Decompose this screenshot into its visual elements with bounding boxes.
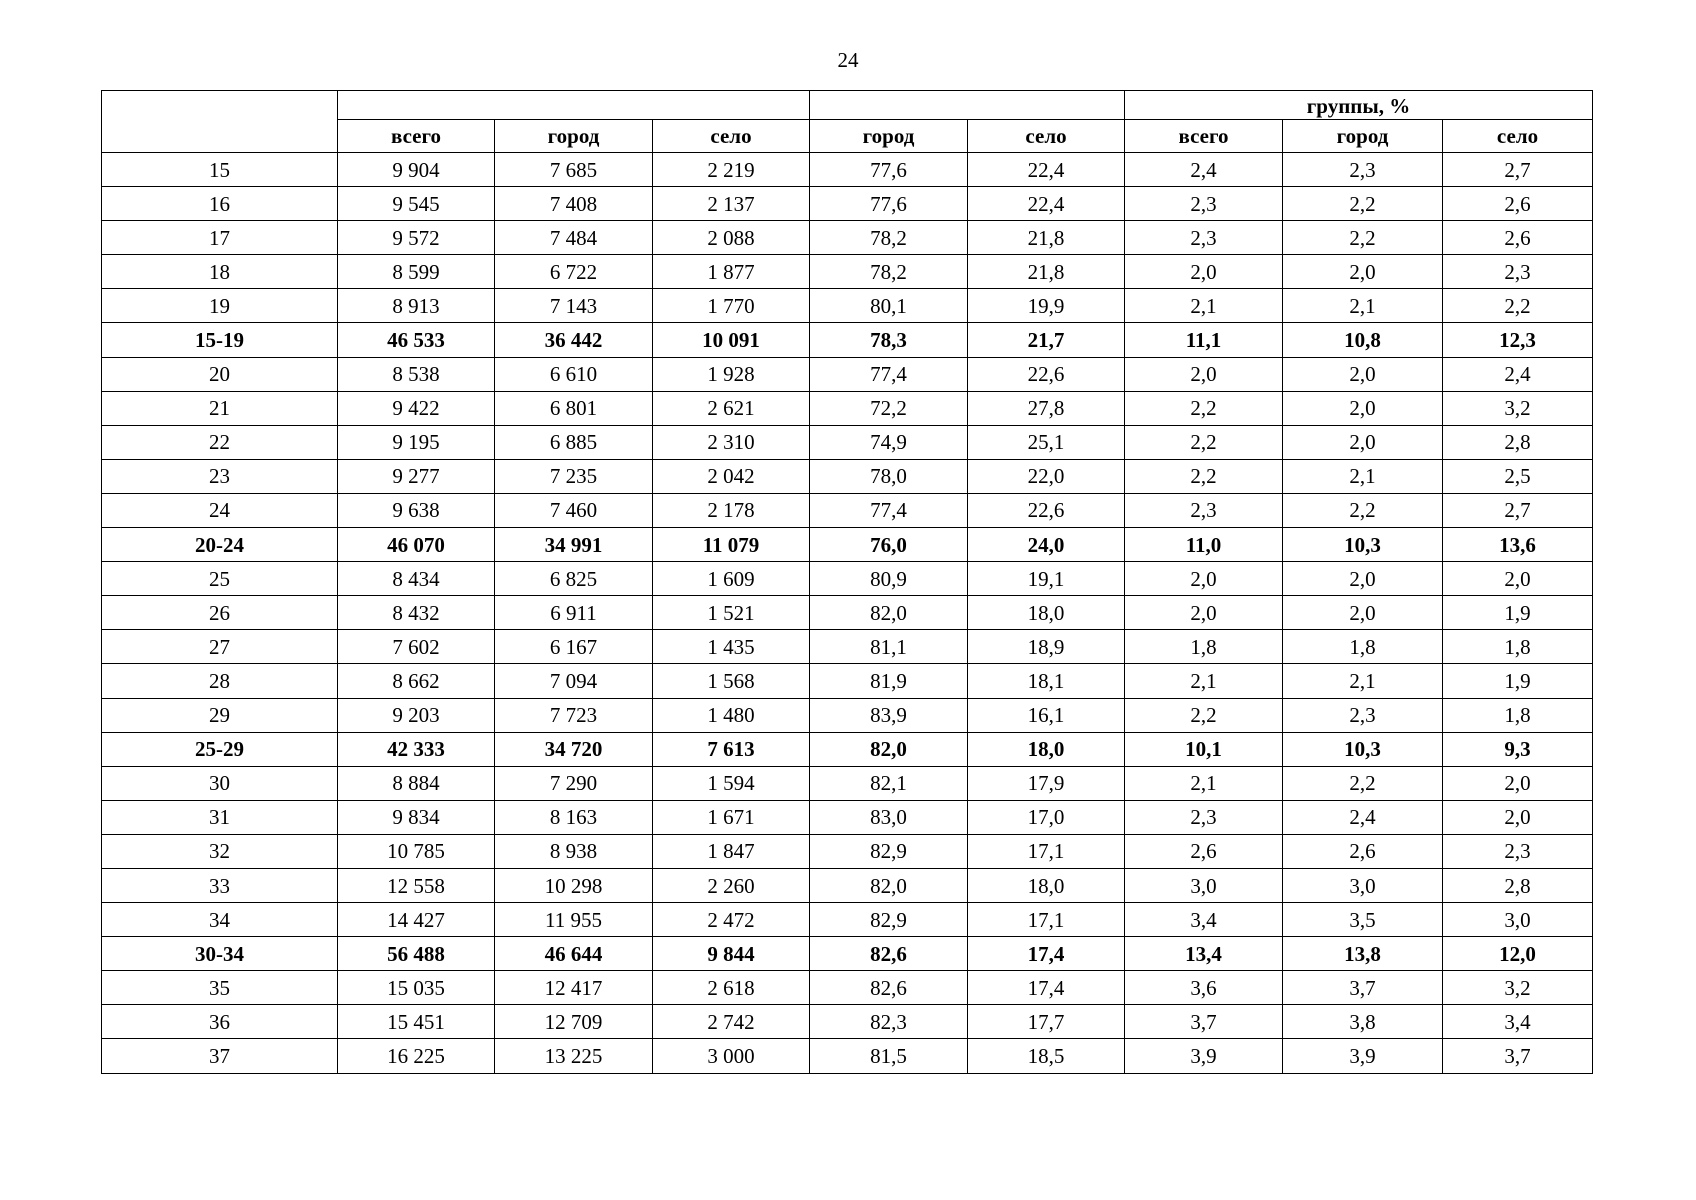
cell-village: 1 847 (653, 834, 810, 868)
cell-city-pct: 81,9 (810, 664, 968, 698)
cell-city: 12 709 (495, 1005, 653, 1039)
cell-grp-city: 2,6 (1283, 834, 1443, 868)
cell-grp-city: 2,2 (1283, 493, 1443, 527)
cell-grp-total: 2,3 (1125, 493, 1283, 527)
header-cell: всего (338, 120, 495, 153)
cell-grp-city: 2,0 (1283, 425, 1443, 459)
cell-city: 6 885 (495, 425, 653, 459)
subtotal-row (102, 937, 1593, 971)
cell-village-pct: 22,6 (968, 357, 1125, 391)
cell-village-pct: 17,1 (968, 903, 1125, 937)
cell-grp-total: 3,0 (1125, 868, 1283, 902)
cell-grp-city: 3,7 (1283, 971, 1443, 1005)
cell-total: 14 427 (338, 903, 495, 937)
cell-grp-city: 3,5 (1283, 903, 1443, 937)
cell-city: 10 298 (495, 868, 653, 902)
cell-city: 7 460 (495, 493, 653, 527)
cell-city: 46 644 (495, 937, 653, 971)
cell-age: 33 (102, 868, 338, 902)
cell-grp-village: 13,6 (1443, 528, 1593, 562)
cell-total: 46 533 (338, 323, 495, 357)
cell-city-pct: 82,3 (810, 1005, 968, 1039)
cell-city: 13 225 (495, 1039, 653, 1073)
cell-grp-village: 2,4 (1443, 357, 1593, 391)
cell-village-pct: 17,7 (968, 1005, 1125, 1039)
cell-village-pct: 18,0 (968, 732, 1125, 766)
cell-village: 9 844 (653, 937, 810, 971)
cell-grp-village: 3,2 (1443, 971, 1593, 1005)
cell-total: 12 558 (338, 868, 495, 902)
cell-village-pct: 17,9 (968, 766, 1125, 800)
cell-village: 2 742 (653, 1005, 810, 1039)
stub-header-cell (102, 91, 338, 153)
table-row (102, 153, 1593, 187)
cell-total: 9 203 (338, 698, 495, 732)
cell-grp-city: 2,0 (1283, 562, 1443, 596)
table-row (102, 221, 1593, 255)
cell-age: 15-19 (102, 323, 338, 357)
cell-village: 2 178 (653, 493, 810, 527)
subtotal-row (102, 323, 1593, 357)
cell-grp-total: 2,1 (1125, 664, 1283, 698)
cell-total: 15 035 (338, 971, 495, 1005)
header-cell: город (1283, 120, 1443, 153)
table-row (102, 187, 1593, 221)
cell-age: 15 (102, 153, 338, 187)
cell-grp-village: 2,6 (1443, 187, 1593, 221)
cell-grp-total: 2,2 (1125, 425, 1283, 459)
cell-village-pct: 17,4 (968, 971, 1125, 1005)
population-table (101, 90, 1593, 1074)
cell-total: 9 834 (338, 800, 495, 834)
cell-city-pct: 72,2 (810, 391, 968, 425)
cell-grp-village: 12,3 (1443, 323, 1593, 357)
cell-village-pct: 16,1 (968, 698, 1125, 732)
cell-grp-total: 10,1 (1125, 732, 1283, 766)
cell-city-pct: 77,4 (810, 357, 968, 391)
cell-grp-city: 2,2 (1283, 766, 1443, 800)
cell-total: 10 785 (338, 834, 495, 868)
cell-total: 8 913 (338, 289, 495, 323)
cell-age: 23 (102, 459, 338, 493)
cell-city-pct: 82,6 (810, 937, 968, 971)
table-row (102, 289, 1593, 323)
cell-grp-city: 3,9 (1283, 1039, 1443, 1073)
cell-total: 7 602 (338, 630, 495, 664)
cell-village-pct: 18,0 (968, 868, 1125, 902)
cell-village: 1 435 (653, 630, 810, 664)
cell-village-pct: 27,8 (968, 391, 1125, 425)
cell-village: 1 521 (653, 596, 810, 630)
page-number: 24 (837, 48, 859, 72)
cell-grp-village: 2,8 (1443, 868, 1593, 902)
cell-city-pct: 77,6 (810, 187, 968, 221)
table-row (102, 834, 1593, 868)
table-row (102, 1039, 1593, 1073)
cell-city: 7 484 (495, 221, 653, 255)
cell-grp-village: 1,9 (1443, 596, 1593, 630)
cell-city-pct: 74,9 (810, 425, 968, 459)
cell-age: 24 (102, 493, 338, 527)
cell-grp-city: 2,4 (1283, 800, 1443, 834)
cell-village-pct: 18,9 (968, 630, 1125, 664)
cell-city: 6 722 (495, 255, 653, 289)
cell-total: 8 538 (338, 357, 495, 391)
cell-city: 6 911 (495, 596, 653, 630)
cell-city: 36 442 (495, 323, 653, 357)
cell-village-pct: 25,1 (968, 425, 1125, 459)
cell-grp-village: 2,3 (1443, 834, 1593, 868)
cell-age: 37 (102, 1039, 338, 1073)
cell-grp-village: 2,7 (1443, 153, 1593, 187)
cell-grp-village: 2,0 (1443, 766, 1593, 800)
cell-grp-village: 12,0 (1443, 937, 1593, 971)
cell-age: 17 (102, 221, 338, 255)
cell-city-pct: 81,1 (810, 630, 968, 664)
cell-village-pct: 18,1 (968, 664, 1125, 698)
cell-grp-total: 2,2 (1125, 391, 1283, 425)
cell-city-pct: 76,0 (810, 528, 968, 562)
cell-city: 34 720 (495, 732, 653, 766)
table-row (102, 903, 1593, 937)
header-cell: город (495, 120, 653, 153)
cell-city: 7 723 (495, 698, 653, 732)
cell-village: 2 310 (653, 425, 810, 459)
cell-total: 15 451 (338, 1005, 495, 1039)
cell-age: 31 (102, 800, 338, 834)
table-row (102, 971, 1593, 1005)
header-cell: село (968, 120, 1125, 153)
cell-city-pct: 82,0 (810, 596, 968, 630)
cell-city-pct: 80,9 (810, 562, 968, 596)
cell-grp-village: 1,8 (1443, 698, 1593, 732)
cell-age: 29 (102, 698, 338, 732)
table-row (102, 800, 1593, 834)
cell-grp-total: 2,2 (1125, 698, 1283, 732)
cell-grp-total: 2,0 (1125, 255, 1283, 289)
cell-grp-village: 2,8 (1443, 425, 1593, 459)
cell-age: 22 (102, 425, 338, 459)
cell-age: 16 (102, 187, 338, 221)
header-group-shares (810, 91, 1125, 120)
cell-total: 8 434 (338, 562, 495, 596)
cell-village: 1 480 (653, 698, 810, 732)
cell-grp-city: 2,0 (1283, 596, 1443, 630)
cell-grp-total: 2,3 (1125, 187, 1283, 221)
cell-village-pct: 19,9 (968, 289, 1125, 323)
cell-city-pct: 83,9 (810, 698, 968, 732)
cell-village-pct: 17,1 (968, 834, 1125, 868)
cell-grp-total: 2,1 (1125, 289, 1283, 323)
cell-grp-village: 2,7 (1443, 493, 1593, 527)
cell-village: 2 219 (653, 153, 810, 187)
cell-city: 11 955 (495, 903, 653, 937)
cell-city-pct: 82,6 (810, 971, 968, 1005)
cell-city: 34 991 (495, 528, 653, 562)
cell-total: 46 070 (338, 528, 495, 562)
cell-age: 25-29 (102, 732, 338, 766)
cell-grp-village: 3,2 (1443, 391, 1593, 425)
cell-village: 1 594 (653, 766, 810, 800)
cell-city-pct: 83,0 (810, 800, 968, 834)
cell-village: 2 137 (653, 187, 810, 221)
cell-city: 6 801 (495, 391, 653, 425)
cell-city-pct: 82,1 (810, 766, 968, 800)
table-row (102, 357, 1593, 391)
cell-grp-total: 3,9 (1125, 1039, 1283, 1073)
cell-grp-village: 2,2 (1443, 289, 1593, 323)
cell-city-pct: 80,1 (810, 289, 968, 323)
cell-grp-city: 2,1 (1283, 459, 1443, 493)
cell-grp-total: 11,1 (1125, 323, 1283, 357)
cell-village: 2 618 (653, 971, 810, 1005)
cell-total: 16 225 (338, 1039, 495, 1073)
cell-city: 7 143 (495, 289, 653, 323)
cell-city-pct: 82,0 (810, 732, 968, 766)
header-cell: село (653, 120, 810, 153)
cell-grp-total: 1,8 (1125, 630, 1283, 664)
cell-total: 42 333 (338, 732, 495, 766)
cell-age: 30-34 (102, 937, 338, 971)
cell-total: 9 545 (338, 187, 495, 221)
cell-grp-city: 2,2 (1283, 187, 1443, 221)
cell-village: 1 609 (653, 562, 810, 596)
cell-grp-city: 2,3 (1283, 698, 1443, 732)
cell-age: 20-24 (102, 528, 338, 562)
cell-grp-city: 2,3 (1283, 153, 1443, 187)
table-row (102, 255, 1593, 289)
cell-grp-total: 2,2 (1125, 459, 1283, 493)
cell-grp-village: 3,7 (1443, 1039, 1593, 1073)
subtotal-row (102, 732, 1593, 766)
cell-age: 32 (102, 834, 338, 868)
cell-grp-total: 2,0 (1125, 562, 1283, 596)
cell-grp-total: 2,0 (1125, 596, 1283, 630)
cell-village-pct: 17,0 (968, 800, 1125, 834)
cell-total: 9 904 (338, 153, 495, 187)
cell-city: 7 094 (495, 664, 653, 698)
cell-village-pct: 18,0 (968, 596, 1125, 630)
header-group-age-groups: группы, % (1125, 91, 1593, 120)
cell-village: 1 770 (653, 289, 810, 323)
cell-age: 27 (102, 630, 338, 664)
cell-grp-city: 2,0 (1283, 255, 1443, 289)
cell-village-pct: 22,4 (968, 187, 1125, 221)
cell-city-pct: 78,0 (810, 459, 968, 493)
cell-city: 7 685 (495, 153, 653, 187)
table-row (102, 664, 1593, 698)
cell-grp-city: 2,1 (1283, 289, 1443, 323)
cell-grp-village: 9,3 (1443, 732, 1593, 766)
table-row (102, 425, 1593, 459)
cell-grp-total: 2,3 (1125, 800, 1283, 834)
cell-city: 7 408 (495, 187, 653, 221)
cell-city-pct: 77,6 (810, 153, 968, 187)
cell-grp-total: 2,1 (1125, 766, 1283, 800)
header-cell: всего (1125, 120, 1283, 153)
table-row (102, 459, 1593, 493)
table-row (102, 562, 1593, 596)
cell-grp-village: 1,8 (1443, 630, 1593, 664)
cell-village: 10 091 (653, 323, 810, 357)
cell-grp-city: 2,1 (1283, 664, 1443, 698)
cell-city-pct: 78,2 (810, 255, 968, 289)
cell-village: 11 079 (653, 528, 810, 562)
cell-city-pct: 82,9 (810, 903, 968, 937)
cell-grp-village: 2,0 (1443, 562, 1593, 596)
table-row (102, 493, 1593, 527)
cell-village: 1 877 (653, 255, 810, 289)
cell-grp-city: 2,2 (1283, 221, 1443, 255)
cell-grp-city: 10,3 (1283, 732, 1443, 766)
cell-grp-total: 2,0 (1125, 357, 1283, 391)
cell-village-pct: 21,8 (968, 221, 1125, 255)
cell-grp-total: 13,4 (1125, 937, 1283, 971)
cell-total: 9 195 (338, 425, 495, 459)
cell-city: 8 938 (495, 834, 653, 868)
cell-grp-village: 3,4 (1443, 1005, 1593, 1039)
cell-age: 18 (102, 255, 338, 289)
cell-age: 21 (102, 391, 338, 425)
cell-village-pct: 22,6 (968, 493, 1125, 527)
cell-total: 8 599 (338, 255, 495, 289)
header-cell: город (810, 120, 968, 153)
cell-age: 25 (102, 562, 338, 596)
cell-city: 6 167 (495, 630, 653, 664)
cell-village-pct: 22,0 (968, 459, 1125, 493)
cell-total: 56 488 (338, 937, 495, 971)
cell-grp-city: 1,8 (1283, 630, 1443, 664)
header-cell: село (1443, 120, 1593, 153)
table-body (102, 91, 1593, 1074)
cell-age: 26 (102, 596, 338, 630)
cell-total: 8 662 (338, 664, 495, 698)
table-row (102, 1005, 1593, 1039)
cell-city-pct: 81,5 (810, 1039, 968, 1073)
cell-village: 1 671 (653, 800, 810, 834)
cell-city-pct: 82,9 (810, 834, 968, 868)
cell-age: 34 (102, 903, 338, 937)
cell-village-pct: 17,4 (968, 937, 1125, 971)
table-row (102, 868, 1593, 902)
cell-total: 9 422 (338, 391, 495, 425)
cell-city: 6 825 (495, 562, 653, 596)
cell-grp-city: 13,8 (1283, 937, 1443, 971)
header-row-top (102, 91, 1593, 120)
cell-village: 2 260 (653, 868, 810, 902)
cell-grp-village: 2,0 (1443, 800, 1593, 834)
cell-age: 35 (102, 971, 338, 1005)
cell-village-pct: 22,4 (968, 153, 1125, 187)
header-group-counts (338, 91, 810, 120)
table-row (102, 698, 1593, 732)
cell-city: 7 235 (495, 459, 653, 493)
cell-city-pct: 78,2 (810, 221, 968, 255)
cell-city-pct: 82,0 (810, 868, 968, 902)
table-row (102, 596, 1593, 630)
cell-total: 8 432 (338, 596, 495, 630)
cell-village: 1 928 (653, 357, 810, 391)
cell-grp-village: 1,9 (1443, 664, 1593, 698)
table-row (102, 391, 1593, 425)
cell-grp-city: 10,3 (1283, 528, 1443, 562)
cell-grp-city: 2,0 (1283, 391, 1443, 425)
cell-city-pct: 77,4 (810, 493, 968, 527)
cell-grp-total: 2,3 (1125, 221, 1283, 255)
cell-total: 9 277 (338, 459, 495, 493)
cell-age: 30 (102, 766, 338, 800)
cell-village-pct: 21,7 (968, 323, 1125, 357)
cell-grp-village: 2,6 (1443, 221, 1593, 255)
cell-grp-total: 2,4 (1125, 153, 1283, 187)
table-row (102, 630, 1593, 664)
cell-village: 7 613 (653, 732, 810, 766)
cell-grp-total: 3,4 (1125, 903, 1283, 937)
cell-grp-village: 3,0 (1443, 903, 1593, 937)
cell-grp-total: 2,6 (1125, 834, 1283, 868)
cell-total: 9 572 (338, 221, 495, 255)
cell-village-pct: 24,0 (968, 528, 1125, 562)
cell-grp-total: 3,6 (1125, 971, 1283, 1005)
cell-grp-total: 11,0 (1125, 528, 1283, 562)
cell-village: 2 472 (653, 903, 810, 937)
cell-age: 28 (102, 664, 338, 698)
cell-city: 6 610 (495, 357, 653, 391)
cell-grp-city: 3,8 (1283, 1005, 1443, 1039)
cell-total: 9 638 (338, 493, 495, 527)
cell-city: 12 417 (495, 971, 653, 1005)
cell-village-pct: 19,1 (968, 562, 1125, 596)
cell-village: 3 000 (653, 1039, 810, 1073)
cell-grp-city: 2,0 (1283, 357, 1443, 391)
cell-village-pct: 21,8 (968, 255, 1125, 289)
cell-city: 7 290 (495, 766, 653, 800)
table-row (102, 766, 1593, 800)
cell-age: 36 (102, 1005, 338, 1039)
cell-city: 8 163 (495, 800, 653, 834)
cell-total: 8 884 (338, 766, 495, 800)
cell-grp-village: 2,3 (1443, 255, 1593, 289)
cell-village: 2 042 (653, 459, 810, 493)
cell-grp-village: 2,5 (1443, 459, 1593, 493)
cell-village: 2 621 (653, 391, 810, 425)
cell-grp-city: 10,8 (1283, 323, 1443, 357)
cell-grp-city: 3,0 (1283, 868, 1443, 902)
subtotal-row (102, 528, 1593, 562)
cell-age: 20 (102, 357, 338, 391)
cell-village: 1 568 (653, 664, 810, 698)
cell-grp-total: 3,7 (1125, 1005, 1283, 1039)
cell-age: 19 (102, 289, 338, 323)
cell-city-pct: 78,3 (810, 323, 968, 357)
cell-village-pct: 18,5 (968, 1039, 1125, 1073)
cell-village: 2 088 (653, 221, 810, 255)
